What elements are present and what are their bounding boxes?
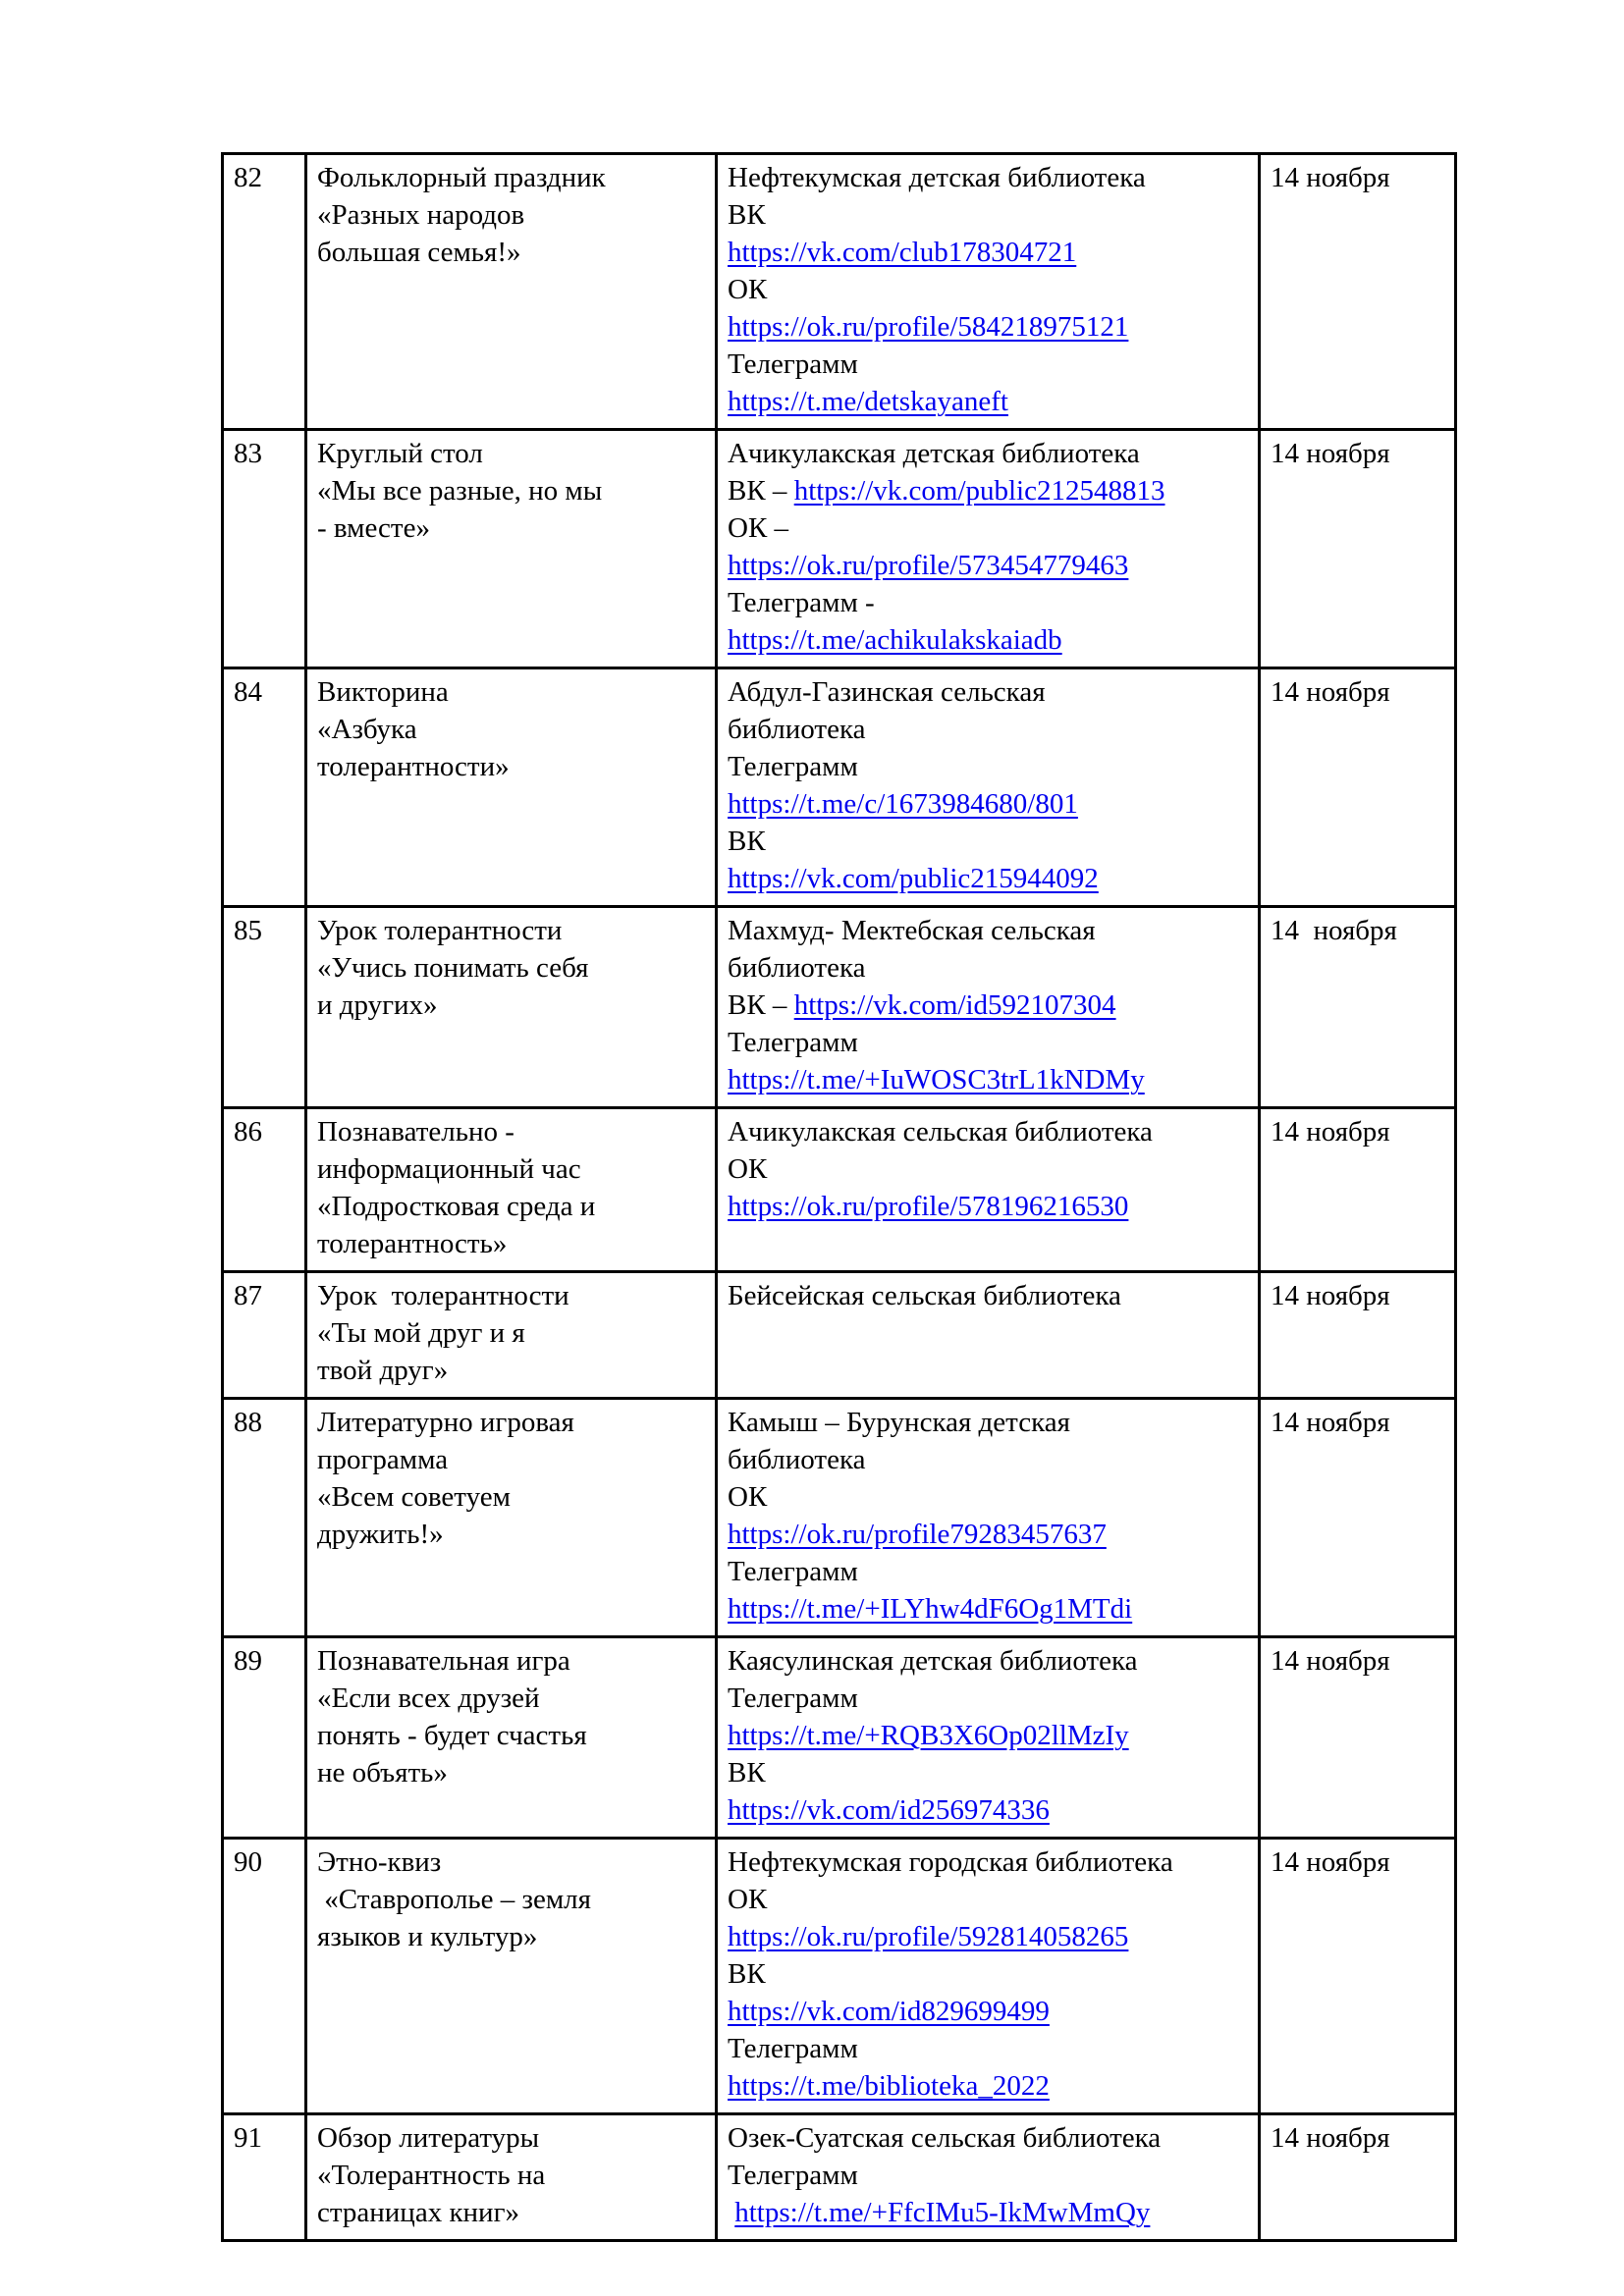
cell-date [1260,154,1456,430]
library-text: Ачикулакская сельская библиотека [728,1116,1153,1148]
event-line: толерантности» [317,751,510,782]
library-text: ОК – [728,512,789,544]
cell-date [1260,1399,1456,1637]
event-line: дружить!» [317,1519,444,1550]
library-text: ОК [728,274,768,305]
table-row [223,154,1456,430]
event-line: Этно-квиз [317,1846,442,1878]
cell-date [1260,430,1456,668]
library-text: библиотека [728,714,866,745]
library-line [728,271,1250,308]
cell-library [717,1272,1260,1399]
table-row [223,1272,1456,1399]
event-date: 14 ноября [1271,1846,1390,1878]
library-text: Озек-Суатская сельская библиотека [728,2122,1162,2154]
library-line [728,1680,1250,1717]
event-line: Урок толерантности [317,915,563,946]
library-link[interactable]: https://vk.com/id829699499 [728,1996,1050,2027]
cell-library [717,907,1260,1108]
library-line [728,1717,1250,1754]
library-line [728,673,1250,711]
library-line [728,1918,1250,1955]
library-line [728,1277,1250,1314]
library-line [728,2119,1250,2157]
event-line: «Всем советуем [317,1481,511,1513]
event-line: «Ставрополье – земля [317,1884,591,1915]
library-line [728,1441,1250,1478]
library-line [728,584,1250,621]
library-line [728,2157,1250,2194]
library-line [728,346,1250,383]
library-link[interactable]: https://vk.com/public215944092 [728,863,1099,894]
events-table-body [223,154,1456,2241]
row-number: 88 [234,1407,262,1438]
event-line: твой друг» [317,1355,449,1386]
library-link[interactable]: https://ok.ru/profile/573454779463 [728,550,1129,581]
library-link[interactable]: https://t.me/+RQB3X6Op02llMzIy [728,1720,1129,1751]
library-text: ВК [728,199,766,231]
table-row [223,907,1456,1108]
cell-date [1260,1839,1456,2114]
cell-number [223,1272,306,1399]
cell-event [306,1637,717,1839]
table-row [223,430,1456,668]
event-line: понять - будет счастья [317,1720,587,1751]
event-line: «Азбука [317,714,417,745]
library-text: ВК [728,1958,766,1990]
library-link[interactable]: https://ok.ru/profile/592814058265 [728,1921,1129,1952]
event-line: Круглый стол [317,438,483,469]
event-date: 14 ноября [1271,676,1390,708]
library-line [728,1791,1250,1829]
library-text: Телеграмм [728,1682,858,1714]
cell-number [223,1108,306,1272]
library-text: Бейсейская сельская библиотека [728,1280,1121,1311]
library-text: ОК [728,1153,768,1185]
library-line [728,2067,1250,2105]
library-link[interactable]: https://ok.ru/profile/578196216530 [728,1191,1129,1222]
table-row [223,668,1456,907]
library-line [728,823,1250,860]
library-link[interactable]: https://t.me/biblioteka_2022 [728,2070,1050,2102]
cell-event [306,668,717,907]
event-line: Обзор литературы [317,2122,540,2154]
cell-library [717,2114,1260,2241]
cell-library [717,154,1260,430]
library-line [728,1150,1250,1188]
library-line [728,1754,1250,1791]
library-text: ВК [728,826,766,857]
cell-number [223,1399,306,1637]
library-text: ВК – [728,989,794,1021]
library-link[interactable]: https://vk.com/public212548813 [793,475,1165,507]
library-line [728,472,1250,509]
library-line [728,1843,1250,1881]
cell-date [1260,1272,1456,1399]
row-number: 91 [234,2122,262,2154]
cell-library [717,668,1260,907]
library-link[interactable]: https://t.me/+IuWOSC3trL1kNDMy [728,1064,1145,1095]
library-line [728,1404,1250,1441]
cell-number [223,668,306,907]
row-number: 87 [234,1280,262,1311]
events-table-wrap [221,152,1457,2242]
table-row [223,1839,1456,2114]
event-date: 14 ноября [1271,915,1397,946]
row-number: 82 [234,162,262,193]
library-text: Телеграмм - [728,587,875,618]
library-line [728,748,1250,785]
event-line: страницах книг» [317,2197,519,2228]
event-line: Литературно игровая [317,1407,574,1438]
event-line: программа [317,1444,449,1475]
cell-event [306,2114,717,2241]
cell-library [717,1637,1260,1839]
cell-date [1260,907,1456,1108]
library-link[interactable]: https://ok.ru/profile79283457637 [728,1519,1107,1550]
event-line: «Учись понимать себя [317,952,589,984]
cell-number [223,2114,306,2241]
row-number: 90 [234,1846,262,1878]
row-number: 83 [234,438,262,469]
library-line [728,1113,1250,1150]
library-line [728,159,1250,196]
library-line [728,1024,1250,1061]
library-line [728,547,1250,584]
library-text: Абдул-Газинская сельская [728,676,1046,708]
library-link[interactable]: https://t.me/+FfcIMu5-IkMwMmQy [734,2197,1151,2228]
table-row [223,2114,1456,2241]
library-line [728,1881,1250,1918]
library-line [728,949,1250,987]
cell-date [1260,1108,1456,1272]
event-line: Познавательно - [317,1116,514,1148]
library-text: ВК [728,1757,766,1789]
row-number: 86 [234,1116,262,1148]
event-date: 14 ноября [1271,438,1390,469]
events-table [221,152,1457,2242]
cell-number [223,1839,306,2114]
library-text: ВК – [728,475,794,507]
cell-number [223,1637,306,1839]
library-line [728,234,1250,271]
library-link[interactable]: https://vk.com/id256974336 [728,1794,1050,1826]
library-line [728,1478,1250,1516]
cell-event [306,1272,717,1399]
library-line [728,1642,1250,1680]
library-line [728,621,1250,659]
library-text: Махмуд- Мектебская сельская [728,915,1096,946]
event-line: «Мы все разные, но мы [317,475,603,507]
cell-event [306,1399,717,1637]
library-link[interactable]: https://t.me/+ILYhw4dF6Og1MTdi [728,1593,1133,1625]
cell-library [717,1399,1260,1637]
table-row [223,1108,1456,1272]
library-line [728,860,1250,897]
library-link[interactable]: https://t.me/detskayaneft [728,386,1008,417]
event-date: 14 ноября [1271,162,1390,193]
library-text: Телеграмм [728,348,858,380]
cell-library [717,1839,1260,2114]
event-date: 14 ноября [1271,1116,1390,1148]
event-line: большая семья!» [317,237,521,268]
library-line [728,2194,1250,2231]
library-line [728,785,1250,823]
row-number: 84 [234,676,262,708]
event-line: Фольклорный праздник [317,162,606,193]
library-line [728,1553,1250,1590]
library-text: Телеграмм [728,751,858,782]
library-line [728,435,1250,472]
event-date: 14 ноября [1271,1407,1390,1438]
library-line [728,2030,1250,2067]
library-text: библиотека [728,1444,866,1475]
event-line: «Разных народов [317,199,525,231]
library-line [728,196,1250,234]
library-line [728,308,1250,346]
library-line [728,711,1250,748]
library-text: Камыш – Бурунская детская [728,1407,1070,1438]
event-date: 14 ноября [1271,1280,1390,1311]
library-text: Ачикулакская детская библиотека [728,438,1140,469]
event-line: Урок толерантности [317,1280,569,1311]
library-line [728,1188,1250,1225]
library-link[interactable]: https://vk.com/id592107304 [793,989,1116,1021]
library-text: Телеграмм [728,2033,858,2064]
cell-date [1260,668,1456,907]
library-line [728,912,1250,949]
event-line: не объять» [317,1757,448,1789]
cell-number [223,154,306,430]
library-link[interactable]: https://t.me/c/1673984680/801 [728,788,1078,820]
event-line: толерантность» [317,1228,508,1259]
library-text: Телеграмм [728,1556,858,1587]
event-date: 14 ноября [1271,1645,1390,1677]
event-line: «Если всех друзей [317,1682,540,1714]
library-text: Телеграмм [728,2160,858,2191]
event-line: «Ты мой друг и я [317,1317,525,1349]
cell-event [306,430,717,668]
library-text: Телеграмм [728,1027,858,1058]
row-number: 89 [234,1645,262,1677]
library-link[interactable]: https://ok.ru/profile/584218975121 [728,311,1129,343]
library-text: ОК [728,1481,768,1513]
event-line: Викторина [317,676,449,708]
cell-event [306,154,717,430]
event-line: Познавательная игра [317,1645,570,1677]
event-line: «Толерантность на [317,2160,546,2191]
library-text: Каясулинская детская библиотека [728,1645,1138,1677]
cell-number [223,907,306,1108]
cell-event [306,1839,717,2114]
table-row [223,1637,1456,1839]
event-line: «Подростковая среда и [317,1191,596,1222]
library-line [728,1061,1250,1098]
cell-library [717,1108,1260,1272]
event-line: и других» [317,989,438,1021]
library-text: ОК [728,1884,768,1915]
table-row [223,1399,1456,1637]
library-line [728,987,1250,1024]
event-line: языков и культур» [317,1921,538,1952]
cell-number [223,430,306,668]
event-line: информационный час [317,1153,581,1185]
cell-date [1260,2114,1456,2241]
library-link[interactable]: https://t.me/achikulakskaiadb [728,624,1062,656]
row-number: 85 [234,915,262,946]
library-link[interactable]: https://vk.com/club178304721 [728,237,1077,268]
library-text: Нефтекумская детская библиотека [728,162,1146,193]
library-line [728,1955,1250,1993]
library-line [728,509,1250,547]
cell-event [306,907,717,1108]
library-line [728,383,1250,420]
library-line [728,1516,1250,1553]
event-date: 14 ноября [1271,2122,1390,2154]
library-line [728,1590,1250,1628]
event-line: - вместе» [317,512,430,544]
cell-library [717,430,1260,668]
cell-date [1260,1637,1456,1839]
library-text: Нефтекумская городская библиотека [728,1846,1173,1878]
library-text: библиотека [728,952,866,984]
library-line [728,1993,1250,2030]
cell-event [306,1108,717,1272]
